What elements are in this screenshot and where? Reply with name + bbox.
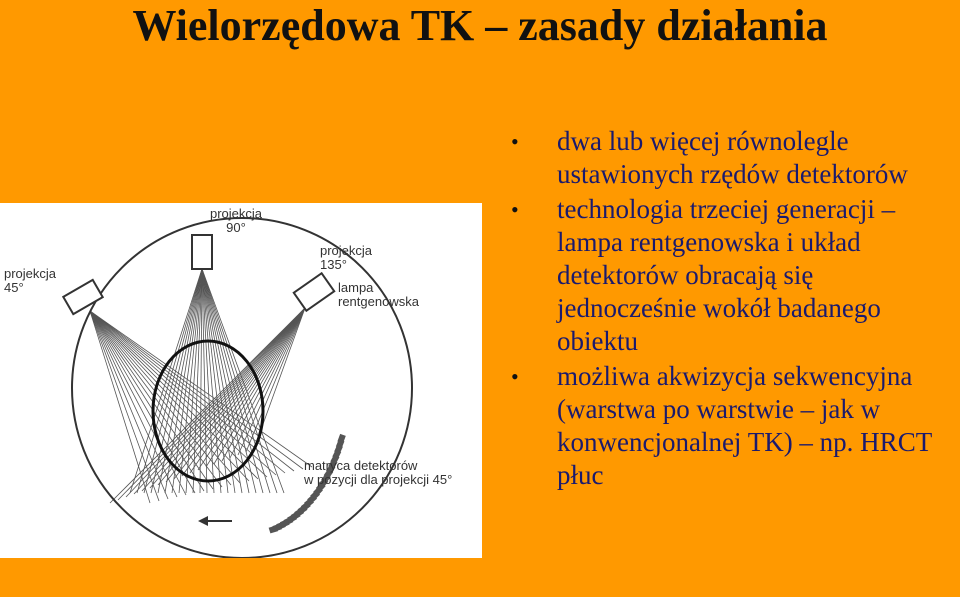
beam-line bbox=[158, 308, 305, 485]
rotation-arrowhead bbox=[198, 516, 208, 526]
beam-line bbox=[90, 311, 177, 497]
bullet-item: • dwa lub więcej równolegle ustawionych rzędów detektorów bbox=[511, 126, 908, 189]
xray-tube-135 bbox=[294, 273, 334, 311]
bullet-dot-icon: • bbox=[511, 364, 519, 389]
bullet-dot-icon: • bbox=[511, 129, 519, 154]
label-detector-matrix: matryca detektorów w pozycji dla projekcji 45° bbox=[304, 458, 453, 488]
ct-diagram-drawing bbox=[0, 203, 482, 558]
detector-element bbox=[269, 525, 278, 533]
bullet-item: • technologia trzeciej generacji – lampa rentgenowska i układ detektorów obracają się jednocześnie wokół badanego obiektu bbox=[511, 194, 896, 356]
xray-tube-90 bbox=[192, 235, 212, 269]
label-projection-135: projekcja 135° bbox=[320, 243, 373, 273]
beam-line bbox=[90, 311, 204, 491]
bullet-item: • możliwa akwizycja sekwencyjna (warstwa po warstwie – jak w konwencjonalnej TK) – np. HRCT płuc bbox=[511, 361, 932, 490]
slide-title: Wielorzędowa TK – zasady działania bbox=[132, 1, 828, 50]
beam-line bbox=[90, 311, 168, 499]
ct-diagram bbox=[0, 203, 482, 558]
beam-line bbox=[179, 269, 202, 493]
beam-line bbox=[238, 308, 305, 455]
label-projection-45: projekcja 45° bbox=[4, 266, 57, 296]
xray-tube-45 bbox=[63, 280, 102, 314]
label-projection-90: projekcja 90° bbox=[210, 206, 263, 236]
beam-line bbox=[118, 308, 305, 500]
bullet-list bbox=[505, 125, 955, 494]
bullet-dot-icon: • bbox=[511, 197, 519, 222]
beam-line bbox=[90, 311, 267, 477]
label-xray-lamp: lampa rentgenowska bbox=[338, 280, 419, 310]
beam-line bbox=[144, 269, 202, 493]
beam-line bbox=[198, 308, 305, 470]
beam-line bbox=[182, 308, 305, 476]
beam-line bbox=[90, 311, 150, 503]
